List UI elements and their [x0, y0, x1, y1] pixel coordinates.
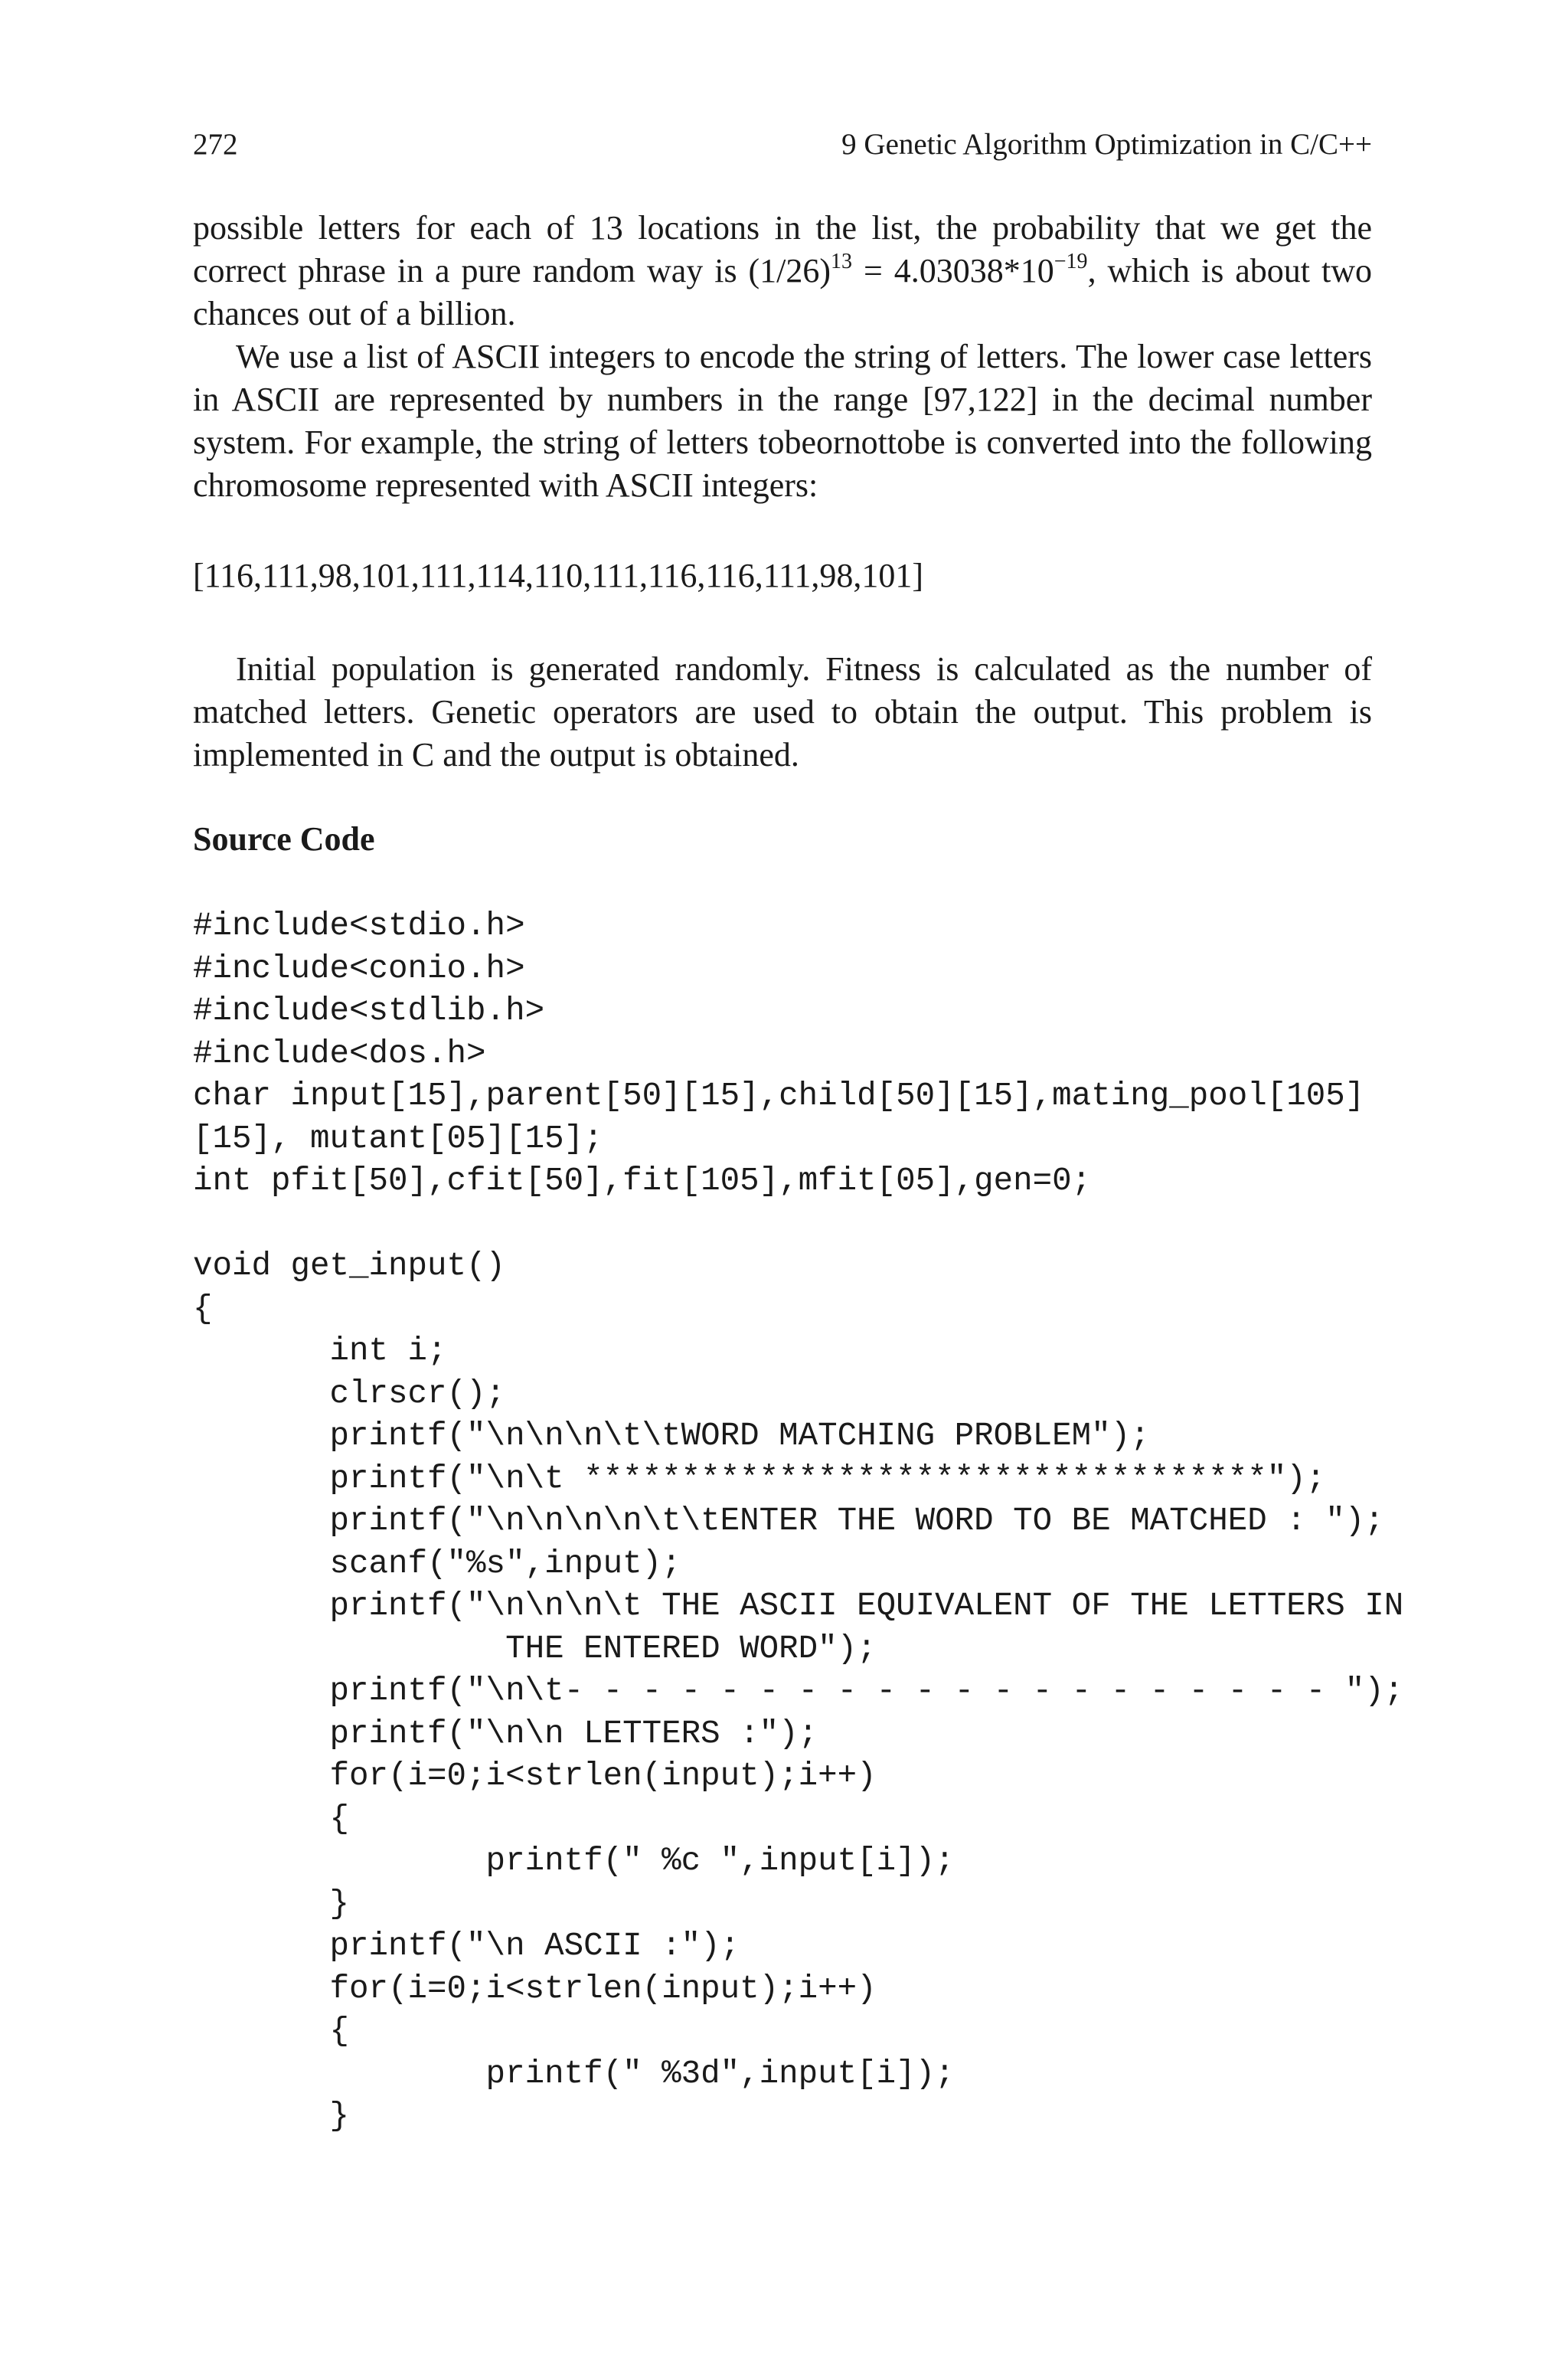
ascii-chromosome-array: [116,111,98,101,111,114,110,111,116,116,111,98,101]	[193, 557, 924, 594]
running-header	[193, 127, 1372, 173]
paragraph-probability	[193, 207, 1372, 335]
chapter-title: 9 Genetic Algorithm Optimization in C/C++	[841, 128, 1372, 161]
section-heading: Source Code	[193, 820, 375, 858]
exponent-minus-19: −19	[1054, 250, 1088, 274]
exponent-13: 13	[831, 250, 853, 274]
page-number: 272	[193, 128, 238, 161]
p1-text-after: , which is about two chances out of a billion.	[193, 252, 1372, 332]
paragraph-population: Initial population is generated randomly. Fitness is calculated as the number of matched letters. Genetic operators are used to obtain the output. This problem is implemented in C and the output is obtained.	[193, 650, 1372, 774]
source-code-block: #include<stdio.h> #include<conio.h> #include<stdlib.h> #include<dos.h> char input[15],parent[50][15],child[50][15],mating_pool[105] [15], mutant[05][15]; int pfit[50],cfit[50],fit[105],mfit[05],gen=0; void get_input() { int i; clrscr(); printf("\n\n\n\t\tWORD MATCHING PROBLEM"); printf("\n\t ***********************************"); printf("\n\n\n\n\t\tENTER THE WORD TO BE MATCHED : "); scanf("%s",input); printf("\n\n\n\t THE ASCII EQUIVALENT OF THE LETTERS IN THE ENTERED WORD"); printf("\n\t- - - - - - - - - - - - - - - - - - - - "); printf("\n\n LETTERS :"); for(i=0;i<strlen(input);i++) { printf(" %c ",input[i]); } printf("\n ASCII :"); for(i=0;i<strlen(input);i++) { printf(" %3d",input[i]); }	[193, 908, 1404, 2134]
paragraph-encoding: We use a list of ASCII integers to encode the string of letters. The lower case letters in ASCII are represented by numbers in the range [97,122] in the decimal number system. For example, the string of letters tobeornottobe is converted into the following chromosome represented with ASCII integers:	[193, 338, 1372, 504]
p1-text-before: possible letters for each of 13 locations in the list, the probability that we get the correct phrase in a pure random way is (1/26)	[193, 209, 1372, 289]
p1-text-mid: = 4.03038*10	[852, 252, 1054, 289]
